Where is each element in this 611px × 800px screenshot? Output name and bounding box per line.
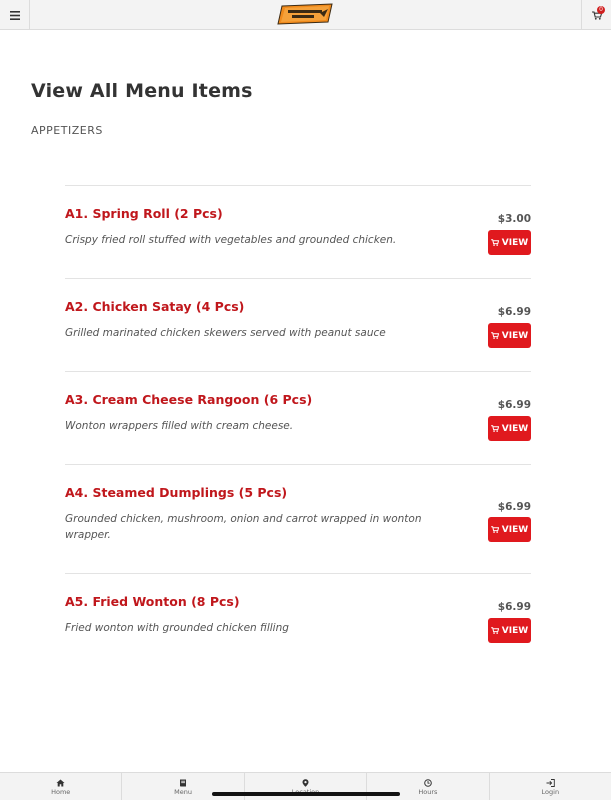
cart-button[interactable] <box>581 0 611 30</box>
tab-label: Home <box>51 787 71 796</box>
home-icon <box>56 779 65 787</box>
menu-item <box>65 371 531 464</box>
item-name[interactable]: A2. Chicken Satay (4 Pcs) <box>65 299 245 314</box>
item-description: Crispy fried roll stuffed with vegetables and grounded chicken. <box>65 234 397 246</box>
item-name[interactable]: A5. Fried Wonton (8 Pcs) <box>65 594 240 609</box>
section-title: APPETIZERS <box>31 124 103 137</box>
view-button[interactable] <box>488 517 531 542</box>
item-name[interactable]: A3. Cream Cheese Rangoon (6 Pcs) <box>65 392 313 407</box>
view-button-label: VIEW <box>501 524 529 535</box>
tab-login[interactable] <box>490 773 611 800</box>
menu-button[interactable] <box>0 0 30 30</box>
hamburger-icon <box>10 11 20 20</box>
item-name[interactable]: A1. Spring Roll (2 Pcs) <box>65 206 223 221</box>
book-icon <box>179 779 187 787</box>
menu-item <box>65 278 531 371</box>
view-button[interactable] <box>488 416 531 441</box>
item-description: Wonton wrappers filled with cream cheese. <box>65 420 294 432</box>
view-button[interactable] <box>488 618 531 643</box>
menu-item <box>65 185 531 278</box>
view-button-label: VIEW <box>501 237 529 248</box>
view-button-label: VIEW <box>501 625 529 636</box>
view-button-label: VIEW <box>501 330 529 341</box>
location-pin-icon <box>302 779 309 787</box>
tab-label: Menu <box>174 787 193 796</box>
menu-item <box>65 573 531 666</box>
cart-count-badge: 0 <box>597 6 605 14</box>
cart-icon <box>491 627 499 634</box>
clock-icon <box>424 779 432 787</box>
home-indicator <box>212 792 400 796</box>
top-bar <box>0 0 611 30</box>
view-button[interactable] <box>488 323 531 348</box>
page-title: View All Menu Items <box>31 80 253 102</box>
tab-home[interactable] <box>0 773 122 800</box>
cart-icon <box>491 425 499 432</box>
tab-label: Hours <box>418 787 438 796</box>
item-description: Fried wonton with grounded chicken filling <box>65 622 289 634</box>
item-name[interactable]: A4. Steamed Dumplings (5 Pcs) <box>65 485 288 500</box>
item-price: $6.99 <box>497 399 531 411</box>
item-price: $6.99 <box>497 306 531 318</box>
menu-item <box>65 464 531 573</box>
cart-icon <box>491 332 499 339</box>
item-price: $6.99 <box>497 601 531 613</box>
cart-icon <box>491 239 499 246</box>
view-button[interactable] <box>488 230 531 255</box>
item-description: Grounded chicken, mushroom, onion and carrot wrapped in wonton wrapper. <box>65 513 422 541</box>
view-button-label: VIEW <box>501 423 529 434</box>
item-price: $6.99 <box>497 501 531 513</box>
item-description: Grilled marinated chicken skewers served with peanut sauce <box>65 327 386 339</box>
restaurant-logo[interactable] <box>276 3 334 25</box>
login-icon <box>546 779 555 787</box>
tab-label: Login <box>541 787 560 796</box>
item-price: $3.00 <box>497 213 531 225</box>
cart-icon <box>491 526 499 533</box>
